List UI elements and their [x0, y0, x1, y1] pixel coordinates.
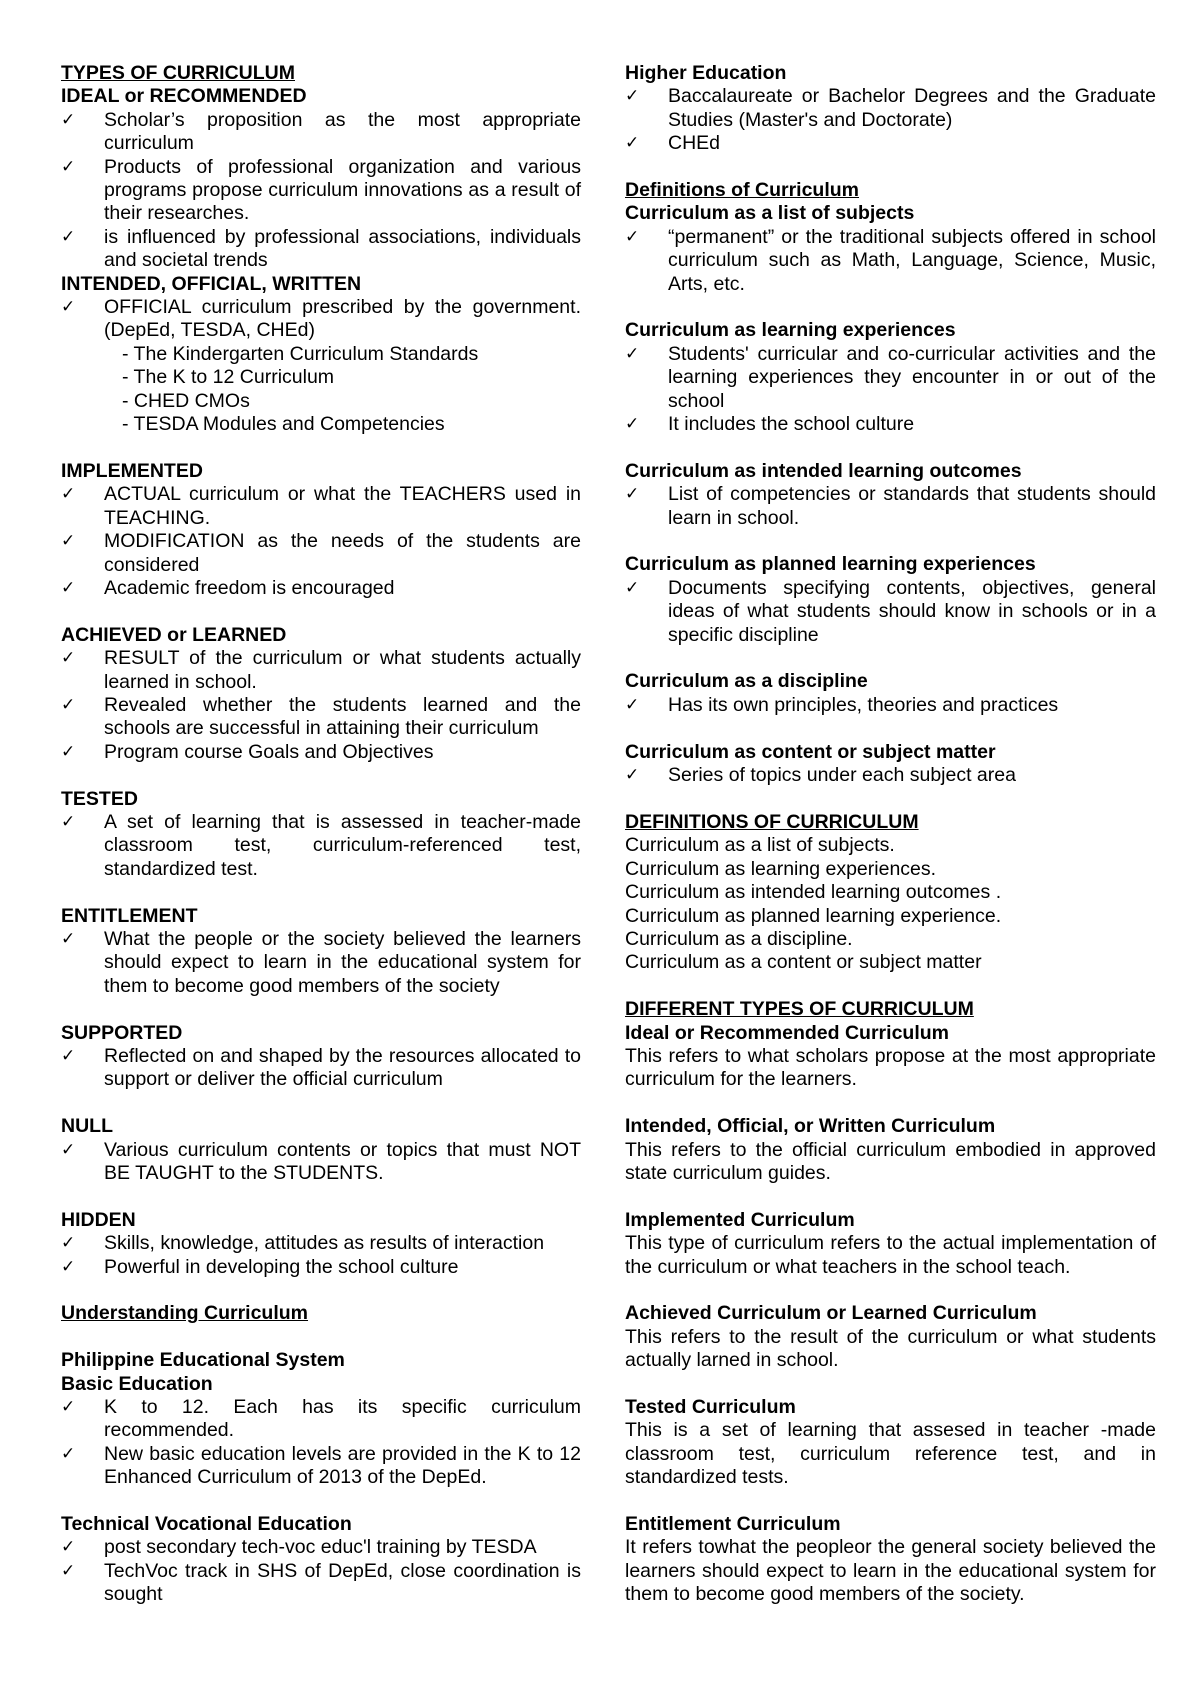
checklist-item-text: ACTUAL curriculum or what the TEACHERS used in TEACHING.: [104, 483, 581, 529]
checklist-item: [61, 296, 581, 343]
section-heading: ENTITLEMENT: [61, 904, 198, 927]
checklist-item-text: CHEd: [668, 132, 721, 155]
spacer: [625, 436, 1156, 459]
checkmark-icon: ✓: [625, 484, 640, 505]
checklist-item: [61, 1396, 581, 1443]
checkmark-icon: ✓: [61, 1139, 76, 1160]
paragraph-text: Curriculum as a list of subjects.: [625, 834, 895, 857]
checkmark-icon: ✓: [61, 1443, 76, 1464]
checklist-item: [61, 811, 581, 881]
section-heading: IDEAL or RECOMMENDED: [61, 85, 307, 108]
checkmark-icon: ✓: [625, 765, 640, 786]
checklist-item-text: Products of professional organization and various programs propose curriculum innovations as a result of their researches.: [104, 155, 581, 225]
checklist-item: [625, 577, 1156, 647]
checkmark-icon: ✓: [61, 1045, 76, 1066]
paragraph-text: Curriculum as planned learning experience.: [625, 904, 1002, 927]
spacer: [625, 1092, 1156, 1115]
section-heading: Basic Education: [61, 1372, 213, 1395]
section-heading: Curriculum as content or subject matter: [625, 740, 996, 763]
paragraph-text: This type of curriculum refers to the actual implementation of the curriculum or what teachers in the school teach.: [625, 1232, 1156, 1278]
checklist-item: [625, 226, 1156, 296]
checklist-item-text: post secondary tech-voc educ'l training by TESDA: [104, 1536, 537, 1559]
checkmark-icon: ✓: [61, 577, 76, 598]
checkmark-icon: ✓: [625, 226, 640, 247]
section-heading: NULL: [61, 1115, 113, 1138]
checklist-item: [61, 1139, 581, 1186]
paragraph-text: Curriculum as a content or subject matter: [625, 951, 982, 974]
right-column: [625, 62, 1156, 1607]
spacer: [625, 156, 1156, 179]
checklist-item-text: Program course Goals and Objectives: [104, 740, 434, 763]
section-heading: Curriculum as planned learning experiences: [625, 553, 1036, 576]
checklist-item-text: Revealed whether the students learned and the schools are successful in attaining their curriculum: [104, 693, 581, 740]
left-column: [61, 62, 581, 1607]
paragraph-text: It refers towhat the peopleor the general society believed the learners should expect to learn in the educational system for them to become good members of the society.: [625, 1536, 1156, 1606]
checklist-item-text: It includes the school culture: [668, 413, 915, 436]
spacer: [625, 717, 1156, 740]
spacer: [625, 975, 1156, 998]
section-heading: Curriculum as a list of subjects: [625, 202, 915, 225]
paragraph-text: This refers to the official curriculum embodied in approved state curriculum guides.: [625, 1138, 1156, 1184]
checkmark-icon: ✓: [61, 1233, 76, 1254]
section-heading: SUPPORTED: [61, 1021, 183, 1044]
spacer: [61, 1092, 581, 1115]
checklist-item-text: Has its own principles, theories and practices: [668, 693, 1059, 716]
checkmark-icon: ✓: [61, 226, 76, 247]
checklist-item: [61, 226, 581, 273]
checklist-item: [625, 413, 1156, 436]
spacer: [625, 647, 1156, 670]
section-title: DEFINITIONS OF CURRICULUM: [625, 810, 919, 833]
sub-item: - The K to 12 Curriculum: [122, 366, 335, 389]
section-heading: Philippine Educational System: [61, 1349, 345, 1372]
checklist-item-text: What the people or the society believed the learners should expect to learn in the educational system for them to become good members of the society: [104, 927, 581, 997]
checkmark-icon: ✓: [61, 1560, 76, 1581]
section-heading: Curriculum as learning experiences: [625, 319, 956, 342]
checklist-item: [61, 647, 581, 694]
checkmark-icon: ✓: [61, 1256, 76, 1277]
paragraph-text: Curriculum as learning experiences.: [625, 857, 937, 880]
checklist-item-text: Scholar’s proposition as the most appropriate curriculum: [104, 108, 581, 155]
checkmark-icon: ✓: [61, 109, 76, 130]
checklist-item-text: Baccalaureate or Bachelor Degrees and the Graduate Studies (Master's and Doctorate): [668, 85, 1156, 131]
checkmark-icon: ✓: [625, 577, 640, 598]
section-heading: TESTED: [61, 787, 138, 810]
checklist-item: [625, 694, 1156, 717]
section-title: Understanding Curriculum: [61, 1302, 309, 1325]
checkmark-icon: ✓: [61, 1537, 76, 1558]
checkmark-icon: ✓: [61, 531, 76, 552]
checklist-item-text: Various curriculum contents or topics that must NOT BE TAUGHT to the STUDENTS.: [104, 1138, 581, 1184]
checklist-item: [61, 483, 581, 530]
section-heading: Curriculum as a discipline: [625, 670, 868, 693]
checkmark-icon: ✓: [61, 741, 76, 762]
checklist-item: [61, 530, 581, 577]
checkmark-icon: ✓: [61, 694, 76, 715]
checklist-item: [61, 109, 581, 156]
checklist-item-text: K to 12. Each has its specific curriculum recommended.: [104, 1396, 581, 1442]
checklist-item: [61, 1256, 581, 1279]
spacer: [625, 296, 1156, 319]
section-heading: Entitlement Curriculum: [625, 1512, 841, 1535]
checklist-item-text: Academic freedom is encouraged: [104, 576, 395, 599]
checkmark-icon: ✓: [625, 133, 640, 154]
checklist-item-text: Series of topics under each subject area: [668, 764, 1016, 787]
checklist-item: [625, 132, 1156, 155]
paragraph-text: Curriculum as a discipline.: [625, 927, 853, 950]
checkmark-icon: ✓: [61, 156, 76, 177]
section-heading: INTENDED, OFFICIAL, WRITTEN: [61, 272, 362, 295]
paragraph-text: This refers to what scholars propose at the most appropriate curriculum for the learners.: [625, 1044, 1156, 1091]
checklist-item: [61, 156, 581, 226]
spacer: [625, 788, 1156, 811]
checklist-item-text: Students' curricular and co-curricular activities and the learning experiences they encounter in or out of the school: [668, 342, 1156, 412]
section-heading: Higher Education: [625, 62, 787, 84]
checklist-item: [61, 1045, 581, 1092]
checklist-item: [61, 1536, 581, 1559]
spacer: [61, 1490, 581, 1513]
checkmark-icon: ✓: [625, 343, 640, 364]
spacer: [625, 1490, 1156, 1513]
checklist-item: [61, 1443, 581, 1490]
spacer: [61, 600, 581, 623]
checklist-item: [625, 483, 1156, 530]
section-heading: Intended, Official, or Written Curriculum: [625, 1115, 996, 1138]
checklist-item: [61, 928, 581, 998]
checkmark-icon: ✓: [61, 1397, 76, 1418]
sub-item: - The Kindergarten Curriculum Standards: [122, 342, 479, 365]
section-heading: ACHIEVED or LEARNED: [61, 623, 287, 646]
checklist-item: [61, 694, 581, 741]
checklist-item: [61, 741, 581, 764]
checklist-item: [625, 85, 1156, 132]
checklist-item: [61, 577, 581, 600]
section-heading: Curriculum as intended learning outcomes: [625, 459, 1022, 482]
checklist-item-text: RESULT of the curriculum or what students actually learned in school.: [104, 647, 581, 693]
checklist-item-text: OFFICIAL curriculum prescribed by the government. (DepEd, TESDA, CHEd): [104, 296, 581, 342]
checklist-item-text: List of competencies or standards that students should learn in school.: [668, 483, 1156, 529]
checklist-item: [625, 764, 1156, 787]
section-heading: Achieved Curriculum or Learned Curriculum: [625, 1302, 1037, 1325]
paragraph-text: This refers to the result of the curriculum or what students actually larned in school.: [625, 1325, 1156, 1372]
spacer: [61, 1279, 581, 1302]
spacer: [61, 764, 581, 787]
checklist-item-text: Reflected on and shaped by the resources allocated to support or deliver the official curriculum: [104, 1044, 581, 1091]
section-heading: Implemented Curriculum: [625, 1208, 855, 1231]
paragraph-text: Curriculum as intended learning outcomes .: [625, 881, 1002, 904]
checkmark-icon: ✓: [61, 928, 76, 949]
checklist-item-text: Documents specifying contents, objectives, general ideas of what students should know in schools or in a specific discipline: [668, 576, 1156, 646]
spacer: [625, 1373, 1156, 1396]
checklist-item-text: “permanent” or the traditional subjects offered in school curriculum such as Math, Language, Science, Music, Arts, etc.: [668, 225, 1156, 295]
checkmark-icon: ✓: [61, 297, 76, 318]
checkmark-icon: ✓: [625, 694, 640, 715]
checklist-item-text: TechVoc track in SHS of DepEd, close coordination is sought: [104, 1559, 581, 1606]
section-heading: HIDDEN: [61, 1208, 136, 1231]
checkmark-icon: ✓: [625, 414, 640, 435]
spacer: [625, 1185, 1156, 1208]
spacer: [61, 1326, 581, 1349]
sub-item: - CHED CMOs: [122, 389, 250, 412]
checklist-item-text: is influenced by professional associations, individuals and societal trends: [104, 225, 581, 272]
paragraph-text: This is a set of learning that assesed in teacher -made classroom test, curriculum reference test, and in standardized tests.: [625, 1419, 1156, 1489]
spacer: [61, 1185, 581, 1208]
checklist-item-text: A set of learning that is assessed in teacher-made classroom test, curriculum-referenced test, standardized test.: [104, 810, 581, 880]
checklist-item-text: Powerful in developing the school culture: [104, 1255, 459, 1278]
spacer: [61, 437, 581, 460]
checkmark-icon: ✓: [61, 648, 76, 669]
checkmark-icon: ✓: [61, 811, 76, 832]
section-title: DIFFERENT TYPES OF CURRICULUM: [625, 998, 974, 1021]
section-heading: Technical Vocational Education: [61, 1513, 352, 1536]
checkmark-icon: ✓: [625, 86, 640, 107]
spacer: [625, 1279, 1156, 1302]
section-heading: IMPLEMENTED: [61, 459, 203, 482]
spacer: [625, 530, 1156, 553]
checklist-item: [625, 343, 1156, 413]
spacer: [61, 998, 581, 1021]
sub-item: - TESDA Modules and Competencies: [122, 413, 445, 436]
section-heading: Tested Curriculum: [625, 1395, 796, 1418]
checklist-item-text: New basic education levels are provided in the K to 12 Enhanced Curriculum of 2013 of the DepEd.: [104, 1442, 581, 1489]
section-title: Definitions of Curriculum: [625, 179, 859, 202]
section-heading: Ideal or Recommended Curriculum: [625, 1021, 949, 1044]
checkmark-icon: ✓: [61, 484, 76, 505]
spacer: [61, 881, 581, 904]
checklist-item-text: MODIFICATION as the needs of the students are considered: [104, 530, 581, 576]
checklist-item-text: Skills, knowledge, attitudes as results of interaction: [104, 1232, 545, 1255]
checklist-item: [61, 1232, 581, 1255]
checklist-item: [61, 1560, 581, 1607]
section-title: TYPES OF CURRICULUM: [61, 62, 295, 84]
